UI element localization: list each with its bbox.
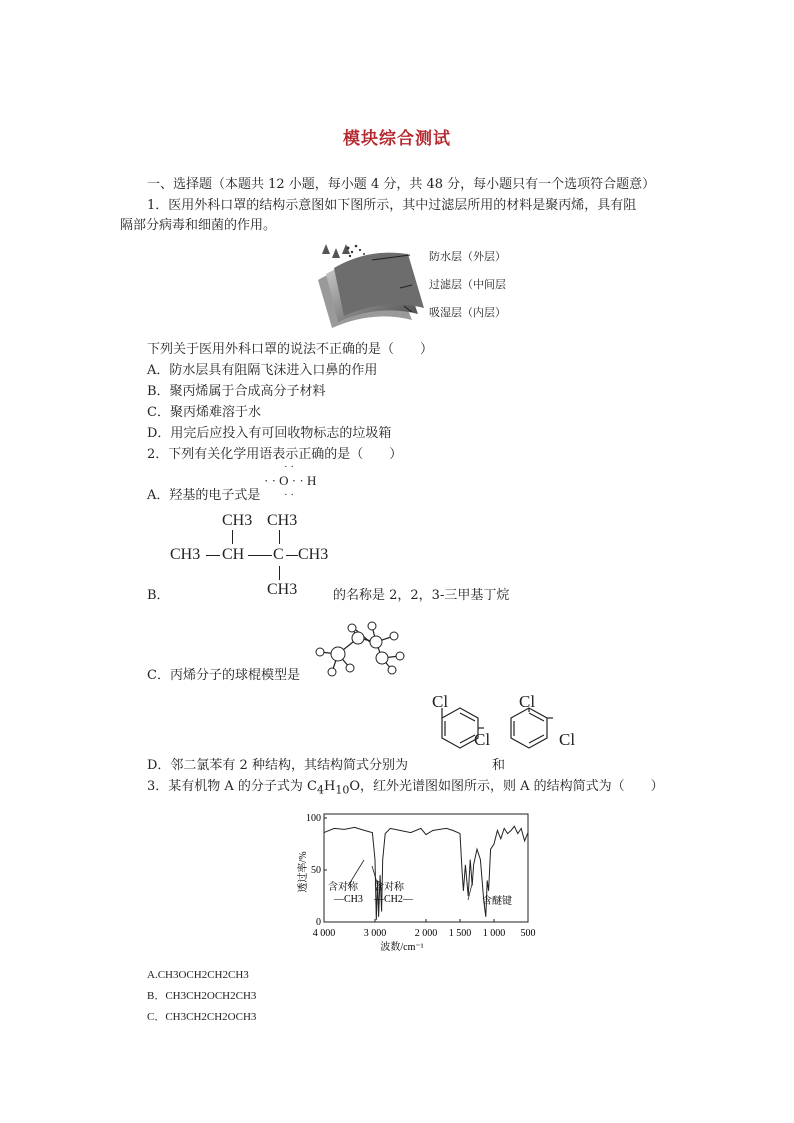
mask-label-filter: 过滤层（中间层 [429, 278, 506, 291]
x-tick-label: 2 000 [414, 928, 438, 939]
annotation-ch2: —CH2— [374, 894, 413, 905]
bond-vertical-1 [232, 530, 233, 544]
cl-label-2a: Cl [519, 692, 536, 711]
cl-label-2b: Cl [559, 730, 576, 749]
q1-option-c: C．聚丙烯难溶于水 [147, 405, 261, 420]
q2-option-d-and: 和 [492, 758, 506, 773]
q1-stem-line2: 隔部分病毒和细菌的作用。 [120, 218, 277, 233]
struct-bottom-ch3: CH3 [267, 581, 298, 598]
x-tick-label: 1 000 [482, 928, 506, 939]
propene-ball-stick-model [308, 618, 418, 688]
q2-option-a: A．羟基的电子式是 [147, 488, 261, 503]
bond-vertical-3 [279, 566, 280, 580]
struct-main-c: C [273, 546, 284, 563]
y-tick-label: 50 [311, 865, 321, 876]
y-tick-label: 100 [306, 813, 321, 824]
x-tick-label: 4 000 [312, 928, 336, 939]
struct-top-left-ch3: CH3 [222, 512, 253, 529]
bond-h1 [206, 555, 220, 556]
bond-vertical-2 [279, 530, 280, 544]
x-tick-label: 500 [520, 928, 536, 939]
dichlorobenzene-structure-1 [420, 690, 500, 766]
formula-main: · · O · · H [264, 473, 317, 488]
section-header: 一、选择题（本题共 12 小题，每小题 4 分，共 48 分，每小题只有一个选项符合题意） [147, 177, 656, 192]
struct-main-left-ch3: CH3 [170, 546, 201, 563]
annotation-ch3: —CH3 [334, 894, 363, 905]
trimethylbutane-structure [170, 508, 335, 602]
annotation-sym-2: 含对称 [374, 882, 404, 893]
q2-option-d: D．邻二氯苯有 2 种结构，其结构简式分别为 [147, 758, 408, 773]
bond-h3 [286, 555, 298, 556]
q3-option-c: C．CH3CH2CH2OCH3 [147, 1011, 257, 1023]
page-title: 模块综合测试 [343, 129, 451, 149]
cl-label-1a: Cl [432, 692, 449, 711]
struct-main-ch: CH [222, 546, 245, 563]
q3-stem-prefix: 3．某有机物 A 的分子式为 C [147, 779, 318, 794]
annotation-sym-1: 含对称 [328, 882, 358, 893]
ir-spectrum-chart [282, 800, 542, 960]
q1-stem-line1: 1．医用外科口罩的结构示意图如下图所示，其中过滤层所用的材料是聚丙烯，具有阻 [147, 198, 637, 213]
y-tick-label: 0 [316, 917, 321, 928]
q2-option-c: C．丙烯分子的球棍模型是 [147, 668, 300, 683]
mask-label-waterproof: 防水层（外层） [429, 250, 506, 263]
mask-label-absorbent: 吸湿层（内层） [429, 306, 506, 319]
formula-dots-bottom: · · [284, 489, 295, 501]
q3-sub-10: 10 [335, 783, 350, 797]
q2-option-b-text: 的名称是 2，2，3-三甲基丁烷 [333, 588, 510, 603]
ir-spectrum-svg [282, 800, 542, 960]
q3-option-b: B．CH3CH2OCH2CH3 [147, 990, 257, 1002]
cl-label-1b: Cl [474, 730, 491, 749]
hydroxyl-electron-formula [264, 461, 316, 501]
mask-structure-figure [312, 240, 526, 332]
x-tick-label: 3 000 [363, 928, 387, 939]
formula-dots-top: · · [284, 461, 295, 473]
q1-question: 下列关于医用外科口罩的说法不正确的是（ ） [147, 342, 434, 357]
annotation-ether: 含醚键 [482, 896, 512, 907]
q3-stem-suffix: O，红外光谱图如图所示，则 A 的结构简式为（ ） [349, 779, 664, 794]
x-tick-label: 1 500 [448, 928, 472, 939]
q1-option-b: B．聚丙烯属于合成高分子材料 [147, 384, 326, 399]
struct-main-right-ch3: CH3 [298, 546, 329, 563]
q3-option-a: A.CH3OCH2CH2CH3 [147, 969, 249, 981]
dichlorobenzene-structure-2 [505, 690, 585, 766]
q2-option-b-label: B． [147, 588, 170, 603]
y-axis-label: 透过率/% [298, 851, 309, 893]
q2-stem: 2．下列有关化学用语表示正确的是（ ） [147, 447, 403, 462]
q1-option-d: D．用完后应投入有可回收物标志的垃圾箱 [147, 426, 392, 441]
q3-stem-h: H [324, 779, 336, 794]
q3-sub-4: 4 [317, 783, 325, 797]
x-axis-label: 波数/cm⁻¹ [380, 942, 424, 953]
struct-top-right-ch3: CH3 [267, 512, 298, 529]
q1-option-a: A．防水层具有阻隔飞沫进入口鼻的作用 [147, 363, 378, 378]
q3-stem [147, 777, 664, 801]
bond-h2 [248, 555, 272, 556]
